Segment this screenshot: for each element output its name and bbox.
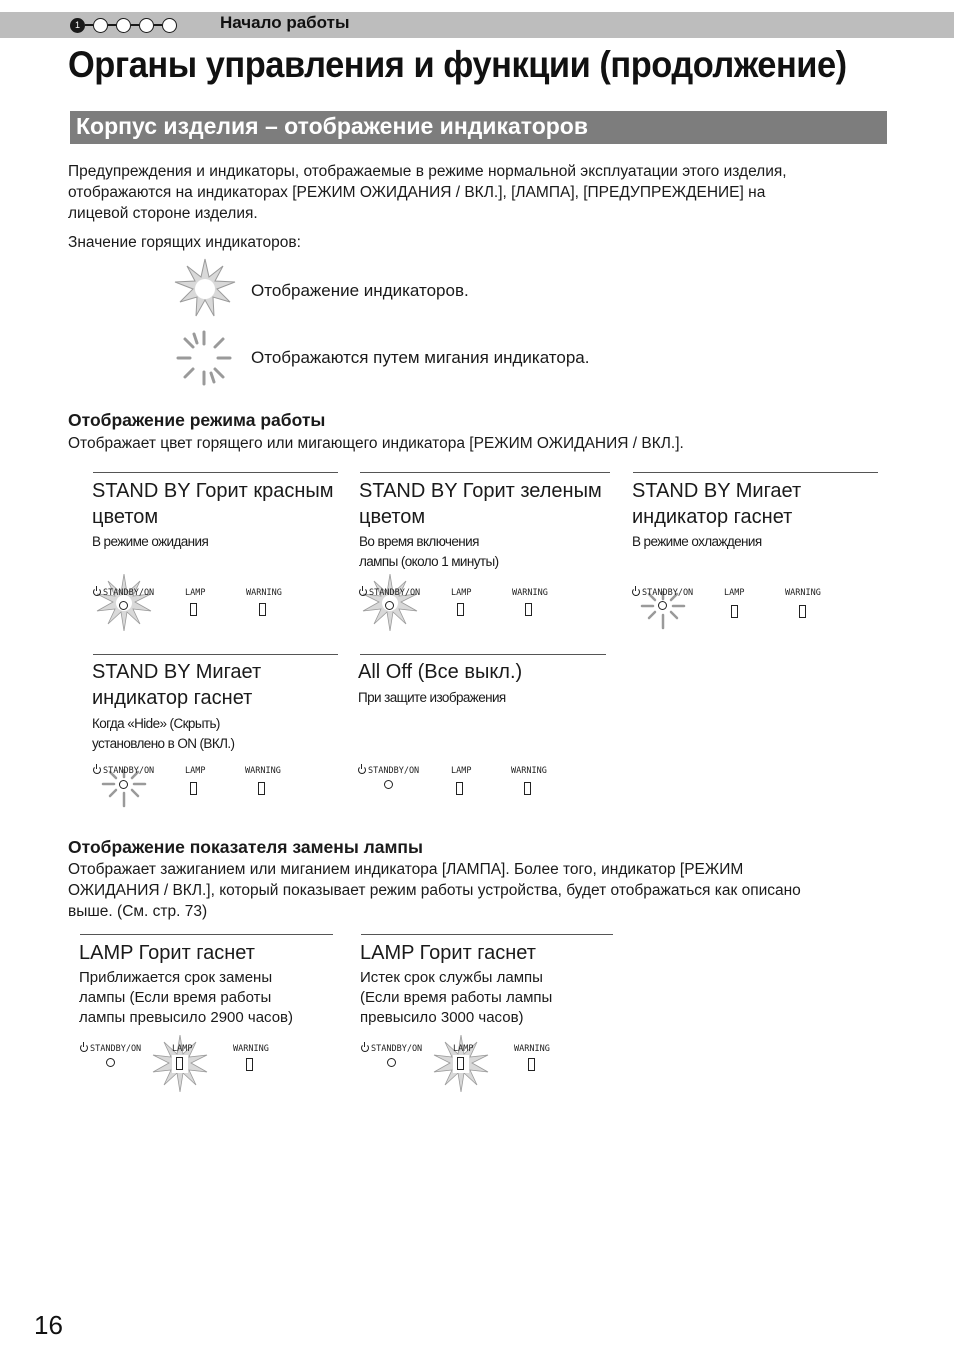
card-title: цветом <box>359 506 426 528</box>
card-subtitle: Когда «Hide» (Скрыть) <box>92 716 220 731</box>
card-subtitle: При защите изображения <box>358 690 506 705</box>
lamp-label: LAMP <box>451 766 472 776</box>
standby-label: STANDBY/ON <box>93 766 154 776</box>
warning-label: WARNING <box>245 766 281 776</box>
step-3-indicator <box>116 18 131 33</box>
card-title: All Off (Все выкл.) <box>358 661 523 683</box>
card-divider <box>360 472 610 473</box>
lit-indicator-icon <box>170 256 240 326</box>
warning-indicator <box>528 1058 535 1071</box>
card-title: STAND BY Мигает <box>92 661 262 683</box>
card-subtitle: установлено в ON (ВКЛ.) <box>92 736 235 751</box>
card-subtitle: лампы (около 1 минуты) <box>359 554 499 569</box>
standby-indicator <box>119 780 128 789</box>
card-title: цветом <box>92 506 159 528</box>
standby-indicator <box>385 601 394 610</box>
mode-description: Отображает цвет горящего или мигающего индикатора [РЕЖИМ ОЖИДАНИЯ / ВКЛ.]. <box>68 435 684 452</box>
legend-heading: Значение горящих индикаторов: <box>68 234 301 251</box>
legend-lit-text: Отображение индикаторов. <box>251 281 469 300</box>
intro-line: отображаются на индикаторах [РЕЖИМ ОЖИДАНИЯ / ВКЛ.], [ЛАМПА], [ПРЕДУПРЕЖДЕНИЕ] на <box>68 184 766 201</box>
standby-indicator <box>387 1058 396 1067</box>
intro-paragraph <box>68 161 898 224</box>
warning-indicator <box>258 782 265 795</box>
lamp-indicator <box>457 1057 464 1070</box>
card-title: STAND BY Мигает <box>632 480 802 502</box>
lamp-indicator <box>190 782 197 795</box>
section-title: Корпус изделия – отображение индикаторов <box>76 113 588 139</box>
power-icon <box>632 588 640 596</box>
warning-indicator <box>799 605 806 618</box>
warning-label: WARNING <box>785 588 821 598</box>
warning-indicator <box>259 603 266 616</box>
lamp-indicator <box>457 603 464 616</box>
card-title: индикатор гаснет <box>632 506 793 528</box>
card-title: STAND BY Горит зеленым <box>359 480 602 502</box>
standby-indicator <box>106 1058 115 1067</box>
lamp-label: LAMP <box>185 766 206 776</box>
intro-line: Предупреждения и индикаторы, отображаемые в режиме нормальной эксплуатации этого изделия, <box>68 163 787 180</box>
lamp-card-approaching <box>79 940 339 1028</box>
mode-card-hide <box>92 659 342 754</box>
power-icon <box>361 1044 369 1052</box>
card-title: LAMP Горит гаснет <box>360 942 536 964</box>
mode-card-cooling <box>632 478 882 552</box>
lamp-card-expired <box>360 940 620 1028</box>
warning-label: WARNING <box>246 588 282 598</box>
card-divider <box>93 472 338 473</box>
standby-label: STANDBY/ON <box>361 1044 422 1054</box>
lamp-heading: Отображение показателя замены лампы <box>68 837 423 857</box>
card-divider <box>80 934 333 935</box>
lamp-desc-line: Отображает зажиганием или миганием индикатора [ЛАМПА]. Более того, индикатор [РЕЖИМ <box>68 861 744 878</box>
card-subtitle: Истек срок службы лампы <box>360 969 543 986</box>
lamp-label: LAMP <box>185 588 206 598</box>
lamp-description <box>68 859 898 922</box>
card-divider <box>93 654 338 655</box>
warning-indicator <box>524 782 531 795</box>
warning-indicator <box>246 1058 253 1071</box>
card-subtitle: В режиме ожидания <box>92 534 209 549</box>
page-number: 16 <box>34 1310 63 1340</box>
lamp-indicator <box>176 1057 183 1070</box>
intro-line: лицевой стороне изделия. <box>68 205 258 222</box>
standby-label: STANDBY/ON <box>80 1044 141 1054</box>
standby-indicator <box>658 601 667 610</box>
power-icon <box>359 588 367 596</box>
card-divider <box>361 934 613 935</box>
standby-label: STANDBY/ON <box>359 588 420 598</box>
page-title: Органы управления и функции (продолжение) <box>68 44 847 85</box>
step-1-indicator: 1 <box>70 18 85 33</box>
lamp-indicator <box>190 603 197 616</box>
standby-label: STANDBY/ON <box>632 588 693 598</box>
legend-blink-text: Отображаются путем мигания индикатора. <box>251 348 590 367</box>
warning-label: WARNING <box>233 1044 269 1054</box>
step-5-indicator <box>162 18 177 33</box>
card-subtitle: Во время включения <box>359 534 479 549</box>
standby-label: STANDBY/ON <box>93 588 154 598</box>
warning-label: WARNING <box>511 766 547 776</box>
lamp-label: LAMP <box>451 588 472 598</box>
card-subtitle: Приближается срок замены <box>79 969 273 986</box>
lamp-desc-line: выше. (См. стр. 73) <box>68 903 208 920</box>
mode-heading: Отображение режима работы <box>68 410 326 430</box>
warning-label: WARNING <box>512 588 548 598</box>
mode-card-standby-red <box>92 478 342 552</box>
step-4-indicator <box>139 18 154 33</box>
card-title: STAND BY Горит красным <box>92 480 334 502</box>
card-divider <box>360 654 606 655</box>
mode-card-standby-green <box>359 478 614 572</box>
standby-indicator <box>384 780 393 789</box>
mode-card-all-off <box>358 659 608 708</box>
standby-label: STANDBY/ON <box>358 766 419 776</box>
card-title: LAMP Горит гаснет <box>79 942 255 964</box>
chapter-title: Начало работы <box>220 13 350 32</box>
chapter-progress <box>70 15 177 35</box>
card-subtitle: В режиме охлаждения <box>632 534 762 549</box>
blink-indicator-icon <box>172 328 236 388</box>
lamp-label: LAMP <box>724 588 745 598</box>
card-subtitle: превысило 3000 часов) <box>360 1009 524 1026</box>
power-icon <box>80 1044 88 1052</box>
warning-indicator <box>525 603 532 616</box>
card-subtitle: лампы (Если время работы <box>79 989 272 1006</box>
card-divider <box>633 472 878 473</box>
card-subtitle: лампы превысило 2900 часов) <box>79 1009 294 1026</box>
lamp-indicator <box>456 782 463 795</box>
warning-label: WARNING <box>514 1044 550 1054</box>
card-title: индикатор гаснет <box>92 687 253 709</box>
lamp-indicator <box>731 605 738 618</box>
lamp-label: LAMP <box>453 1044 474 1054</box>
step-2-indicator <box>93 18 108 33</box>
lamp-label: LAMP <box>172 1044 193 1054</box>
power-icon <box>93 588 101 596</box>
card-subtitle: (Если время работы лампы <box>360 989 553 1006</box>
standby-indicator <box>119 601 128 610</box>
lamp-desc-line: ОЖИДАНИЯ / ВКЛ.], который показывает режим работы устройства, будет отображаться как описано <box>68 882 801 899</box>
power-icon <box>358 766 366 774</box>
power-icon <box>93 766 101 774</box>
